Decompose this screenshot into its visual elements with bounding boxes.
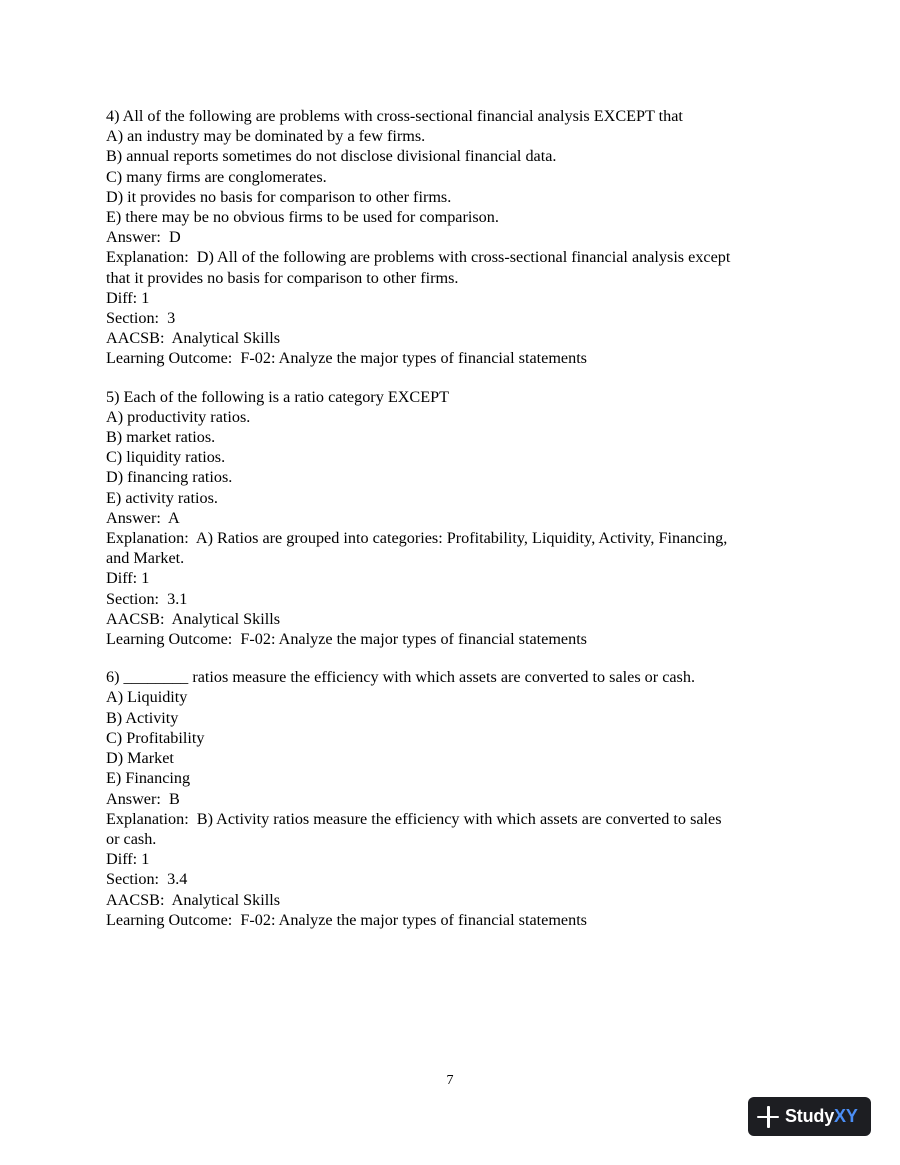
explanation: Explanation: B) Activity ratios measure the efficiency with which assets are converted to sales: [106, 809, 722, 828]
option-e: E) activity ratios.: [106, 488, 218, 507]
explanation: Explanation: D) All of the following are problems with cross-sectional financial analysis except: [106, 248, 731, 267]
option-b: B) market ratios.: [106, 428, 216, 447]
question-5: [106, 387, 806, 650]
question-6: [106, 667, 806, 930]
document-body: [106, 106, 806, 948]
option-c: C) Profitability: [106, 728, 205, 747]
aacsb: AACSB: Analytical Skills: [106, 609, 281, 628]
option-c: C) many firms are conglomerates.: [106, 167, 327, 186]
learning-outcome: Learning Outcome: F-02: Analyze the major types of financial statements: [106, 630, 587, 649]
plus-icon: [757, 1106, 779, 1128]
badge-label-study: Study: [785, 1106, 835, 1126]
option-d: D) financing ratios.: [106, 468, 233, 487]
aacsb: AACSB: Analytical Skills: [106, 890, 281, 909]
explanation-continued: or cash.: [106, 829, 157, 848]
section: Section: 3.4: [106, 870, 188, 889]
explanation-continued: and Market.: [106, 549, 185, 568]
section: Section: 3: [106, 309, 176, 328]
question-text: 6) ________ ratios measure the efficiency with which assets are converted to sales or cash.: [106, 668, 696, 687]
option-d: D) it provides no basis for comparison to other firms.: [106, 187, 452, 206]
question-text: 5) Each of the following is a ratio category EXCEPT: [106, 387, 449, 406]
badge-label: [785, 1106, 858, 1127]
option-a: A) productivity ratios.: [106, 407, 251, 426]
answer: Answer: B: [106, 789, 180, 808]
answer: Answer: D: [106, 228, 181, 247]
explanation-continued: that it provides no basis for comparison to other firms.: [106, 268, 459, 287]
difficulty: Diff: 1: [106, 850, 150, 869]
page-number: 7: [446, 1073, 454, 1088]
option-a: A) Liquidity: [106, 688, 188, 707]
option-b: B) annual reports sometimes do not disclose divisional financial data.: [106, 147, 557, 166]
section: Section: 3.1: [106, 589, 188, 608]
question-text: 4) All of the following are problems with cross-sectional financial analysis EXCEPT that: [106, 107, 683, 125]
learning-outcome: Learning Outcome: F-02: Analyze the major types of financial statements: [106, 349, 587, 368]
question-4: [106, 106, 806, 369]
difficulty: Diff: 1: [106, 288, 150, 307]
option-e: E) there may be no obvious firms to be used for comparison.: [106, 208, 499, 227]
explanation: Explanation: A) Ratios are grouped into categories: Profitability, Liquidity, Activity, Financing,: [106, 529, 728, 548]
option-e: E) Financing: [106, 769, 191, 788]
option-a: A) an industry may be dominated by a few firms.: [106, 127, 426, 146]
aacsb: AACSB: Analytical Skills: [106, 329, 281, 348]
option-b: B) Activity: [106, 708, 179, 727]
studyxy-badge[interactable]: [748, 1097, 871, 1136]
learning-outcome: Learning Outcome: F-02: Analyze the major types of financial statements: [106, 910, 587, 929]
answer: Answer: A: [106, 508, 180, 527]
option-c: C) liquidity ratios.: [106, 448, 226, 467]
option-d: D) Market: [106, 749, 174, 768]
badge-label-xy: XY: [834, 1106, 858, 1126]
difficulty: Diff: 1: [106, 569, 150, 588]
